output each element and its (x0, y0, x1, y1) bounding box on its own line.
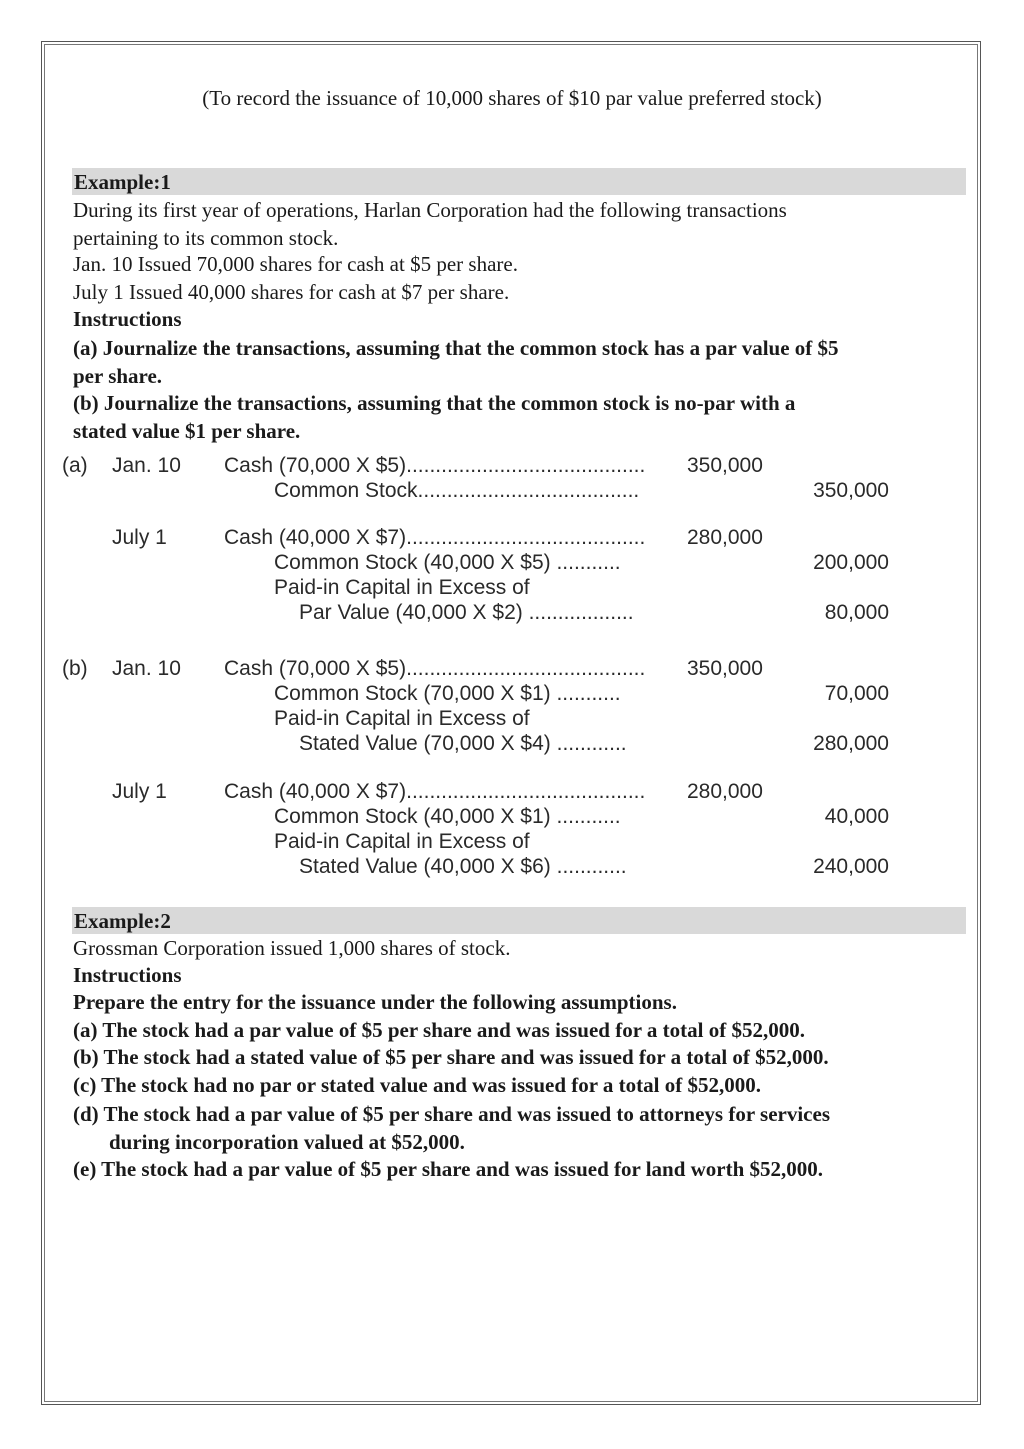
example1-header-bar (72, 168, 966, 195)
journal-line: Stated Value (70,000 X $4) ............ (299, 732, 627, 755)
part-a-label: (a) (62, 454, 88, 477)
example2-item: (c) The stock had no par or stated value and was issued for a total of $52,000. (73, 1073, 761, 1097)
entry-date: Jan. 10 (112, 454, 181, 477)
journal-line: Cash (40,000 X $7)......................................... (224, 780, 646, 803)
example1-instructions-label: Instructions (73, 307, 182, 331)
part-b-label: (b) (62, 657, 88, 680)
example2-item: (d) The stock had a par value of $5 per share and was issued to attorneys for services (73, 1102, 830, 1126)
example1-instruction: per share. (73, 364, 163, 388)
example2-instructions-label: Instructions (73, 963, 182, 987)
credit-amount: 240,000 (813, 855, 889, 878)
entry-date: Jan. 10 (112, 657, 181, 680)
example2-header-bar (72, 907, 966, 934)
entry-date: July 1 (112, 780, 167, 803)
example2-item: (e) The stock had a par value of $5 per share and was issued for land worth $52,000. (73, 1157, 824, 1181)
journal-line: Common Stock (70,000 X $1) ........... (274, 682, 621, 705)
example1-line: Jan. 10 Issued 70,000 shares for cash at $5 per share. (73, 252, 518, 276)
debit-amount: 350,000 (687, 454, 763, 477)
credit-amount: 350,000 (813, 479, 889, 502)
debit-amount: 280,000 (687, 526, 763, 549)
example1-instruction: (a) Journalize the transactions, assuming that the common stock has a par value of $5 (73, 336, 839, 360)
journal-line: Cash (70,000 X $5)......................................... (224, 657, 646, 680)
journal-line: Paid-in Capital in Excess of (274, 576, 530, 599)
example1-line: July 1 Issued 40,000 shares for cash at $7 per share. (73, 280, 510, 304)
debit-amount: 280,000 (687, 780, 763, 803)
example2-intro: Grossman Corporation issued 1,000 shares of stock. (73, 936, 511, 960)
credit-amount: 80,000 (824, 601, 889, 624)
example2-prompt: Prepare the entry for the issuance under the following assumptions. (73, 990, 677, 1014)
journal-line: Cash (40,000 X $7)......................................... (224, 526, 646, 549)
credit-amount: 280,000 (813, 732, 889, 755)
example1-line: During its first year of operations, Harlan Corporation had the following transactions (73, 198, 787, 222)
credit-amount: 200,000 (813, 551, 889, 574)
example2-title: Example:2 (74, 909, 171, 933)
journal-line: Cash (70,000 X $5)......................................... (224, 454, 646, 477)
example1-instruction: stated value $1 per share. (73, 419, 301, 443)
credit-amount: 70,000 (824, 682, 889, 705)
journal-line: Common Stock (40,000 X $1) ........... (274, 805, 621, 828)
credit-amount: 40,000 (824, 805, 889, 828)
journal-line: Stated Value (40,000 X $6) ............ (299, 855, 627, 878)
example2-item: (b) The stock had a stated value of $5 per share and was issued for a total of $52,000. (73, 1045, 829, 1069)
example1-instruction: (b) Journalize the transactions, assuming that the common stock is no-par with a (73, 391, 796, 415)
journal-line: Common Stock...................................... (274, 479, 640, 502)
journal-line: Common Stock (40,000 X $5) ........... (274, 551, 621, 574)
entry-date: July 1 (112, 526, 167, 549)
example1-title: Example:1 (74, 170, 171, 194)
journal-line: Par Value (40,000 X $2) .................. (299, 601, 634, 624)
example1-line: pertaining to its common stock. (73, 226, 339, 250)
journal-line: Paid-in Capital in Excess of (274, 830, 530, 853)
record-note: (To record the issuance of 10,000 shares of $10 par value preferred stock) (202, 86, 822, 110)
journal-line: Paid-in Capital in Excess of (274, 707, 530, 730)
debit-amount: 350,000 (687, 657, 763, 680)
example2-item: (a) The stock had a par value of $5 per share and was issued for a total of $52,000. (73, 1018, 805, 1042)
example2-item-continuation: during incorporation valued at $52,000. (109, 1130, 465, 1154)
